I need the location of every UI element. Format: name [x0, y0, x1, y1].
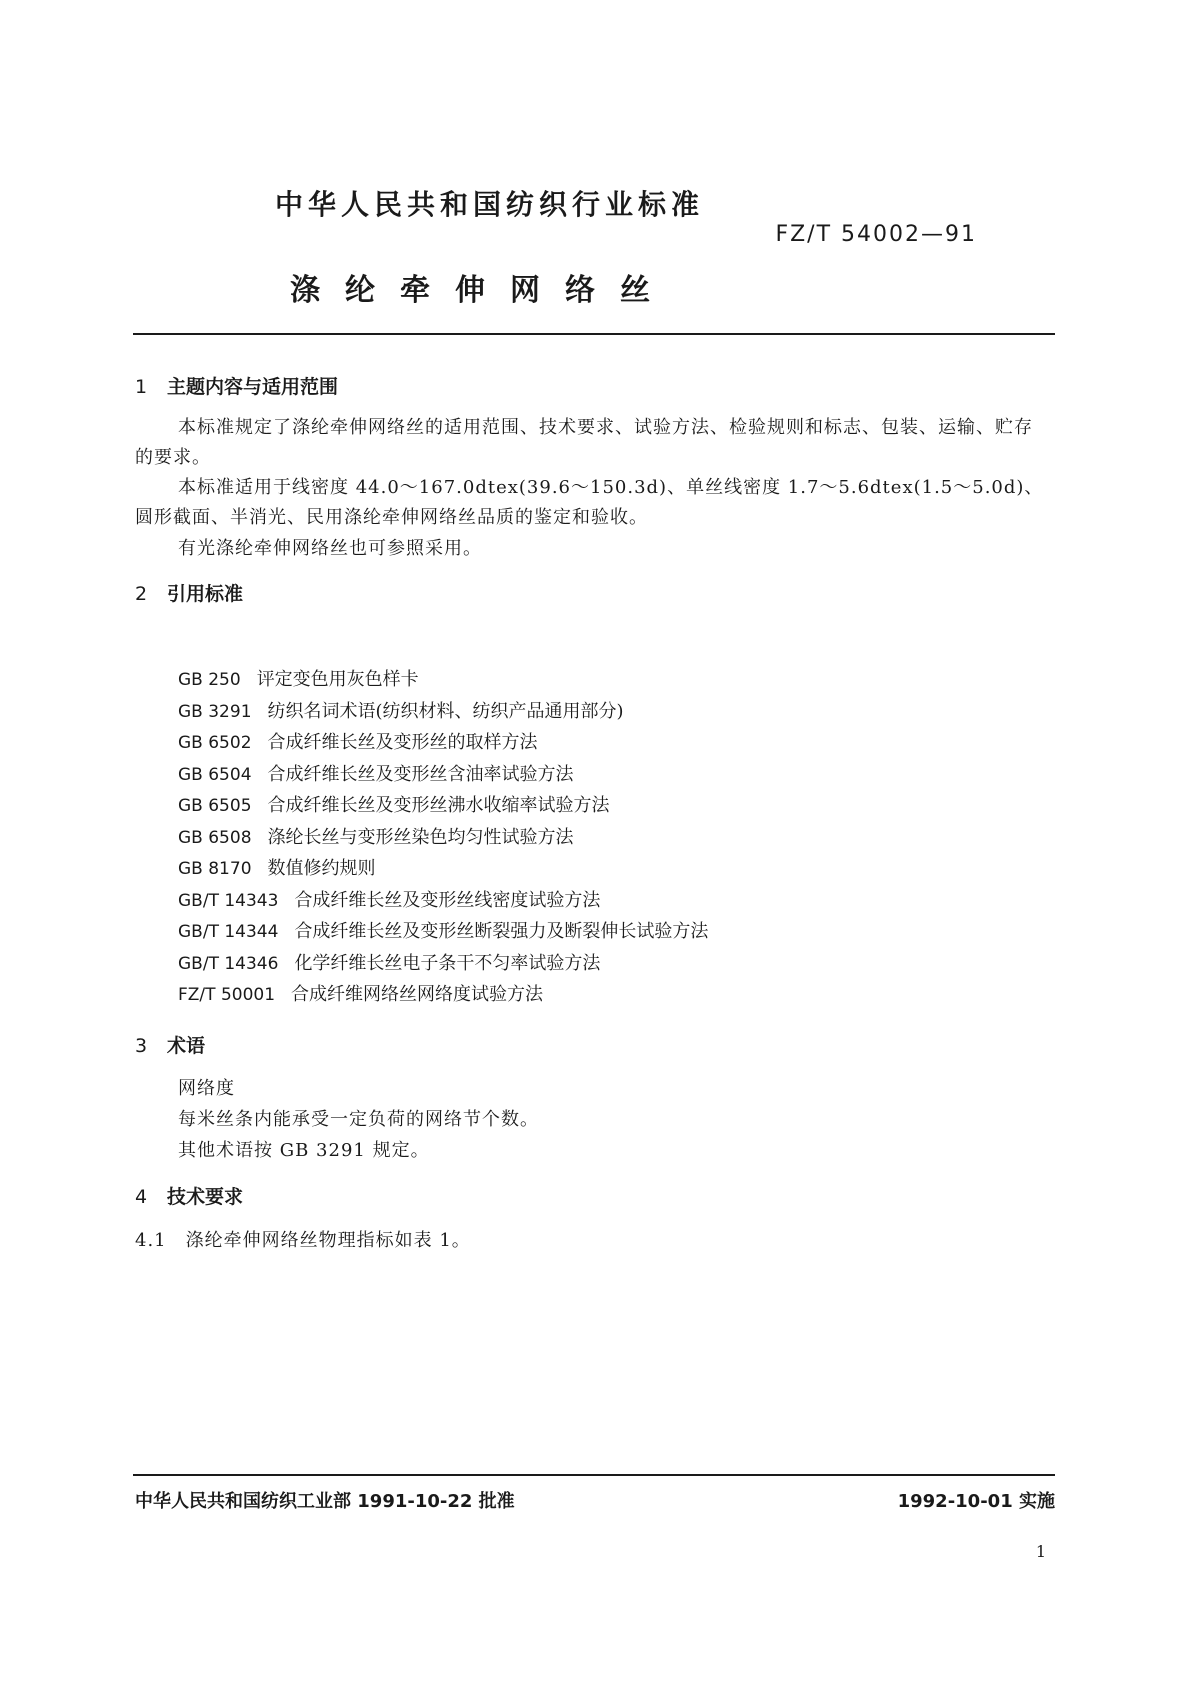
term-definition: 每米丝条内能承受一定负荷的网络节个数。	[178, 1109, 539, 1130]
s1-para3: 有光涤纶牵伸网络丝也可参照采用。	[178, 538, 482, 559]
section-4-heading: 4 技术要求	[135, 1186, 244, 1208]
clause-4-1: 4.1 涤纶牵伸网络丝物理指标如表 1。	[135, 1230, 471, 1251]
other-terms-note: 其他术语按 GB 3291 规定。	[178, 1140, 430, 1161]
reference-item: GB/T 14343 合成纤维长丝及变形丝线密度试验方法	[178, 889, 601, 911]
term-name: 网络度	[178, 1078, 235, 1099]
document-title: 涤纶牵伸网络丝	[290, 273, 675, 308]
reference-item: GB/T 14346 化学纤维长丝电子条干不匀率试验方法	[178, 952, 601, 974]
page-number: 1	[1035, 1542, 1046, 1561]
section-1-heading: 1 主题内容与适用范围	[135, 376, 339, 398]
normative-references-list	[178, 664, 708, 1011]
s1-para2-line1: 本标准适用于线密度 44.0～167.0dtex(39.6～150.3d)、单丝线密度 1.7～5.6dtex(1.5～5.0d)、	[178, 477, 1044, 498]
s1-para1-line2: 的要求。	[135, 447, 211, 468]
reference-item: GB 6502 合成纤维长丝及变形丝的取样方法	[178, 732, 538, 753]
header-rule	[133, 333, 1055, 335]
s1-para1-line1: 本标准规定了涤纶牵伸网络丝的适用范围、技术要求、试验方法、检验规则和标志、包装、运输、贮存	[178, 417, 1033, 438]
approval-note: 中华人民共和国纺织工业部 1991-10-22 批准	[135, 1491, 515, 1512]
section-3-heading: 3 术语	[135, 1035, 206, 1057]
s1-para2-line2: 圆形截面、半消光、民用涤纶牵伸网络丝品质的鉴定和验收。	[135, 507, 648, 528]
reference-item: GB/T 14344 合成纤维长丝及变形丝断裂强力及断裂伸长试验方法	[178, 921, 709, 942]
footer-rule	[133, 1474, 1055, 1476]
reference-item: GB 3291 纺织名词术语(纺织材料、纺织产品通用部分)	[178, 700, 624, 722]
reference-item: GB 6508 涤纶长丝与变形丝染色均匀性试验方法	[178, 826, 574, 848]
reference-item: GB 6505 合成纤维长丝及变形丝沸水收缩率试验方法	[178, 795, 610, 816]
effective-date: 1992-10-01 实施	[897, 1491, 1055, 1512]
section-2-heading: 2 引用标准	[135, 583, 244, 605]
reference-item: GB 6504 合成纤维长丝及变形丝含油率试验方法	[178, 763, 574, 785]
reference-item: GB 8170 数值修约规则	[178, 858, 376, 879]
reference-item: GB 250 评定变色用灰色样卡	[178, 669, 419, 690]
standard-code: FZ/T 54002—91	[775, 222, 977, 247]
issuing-organization: 中华人民共和国纺织行业标准	[275, 188, 705, 221]
reference-item: FZ/T 50001 合成纤维网络丝网络度试验方法	[178, 984, 544, 1005]
